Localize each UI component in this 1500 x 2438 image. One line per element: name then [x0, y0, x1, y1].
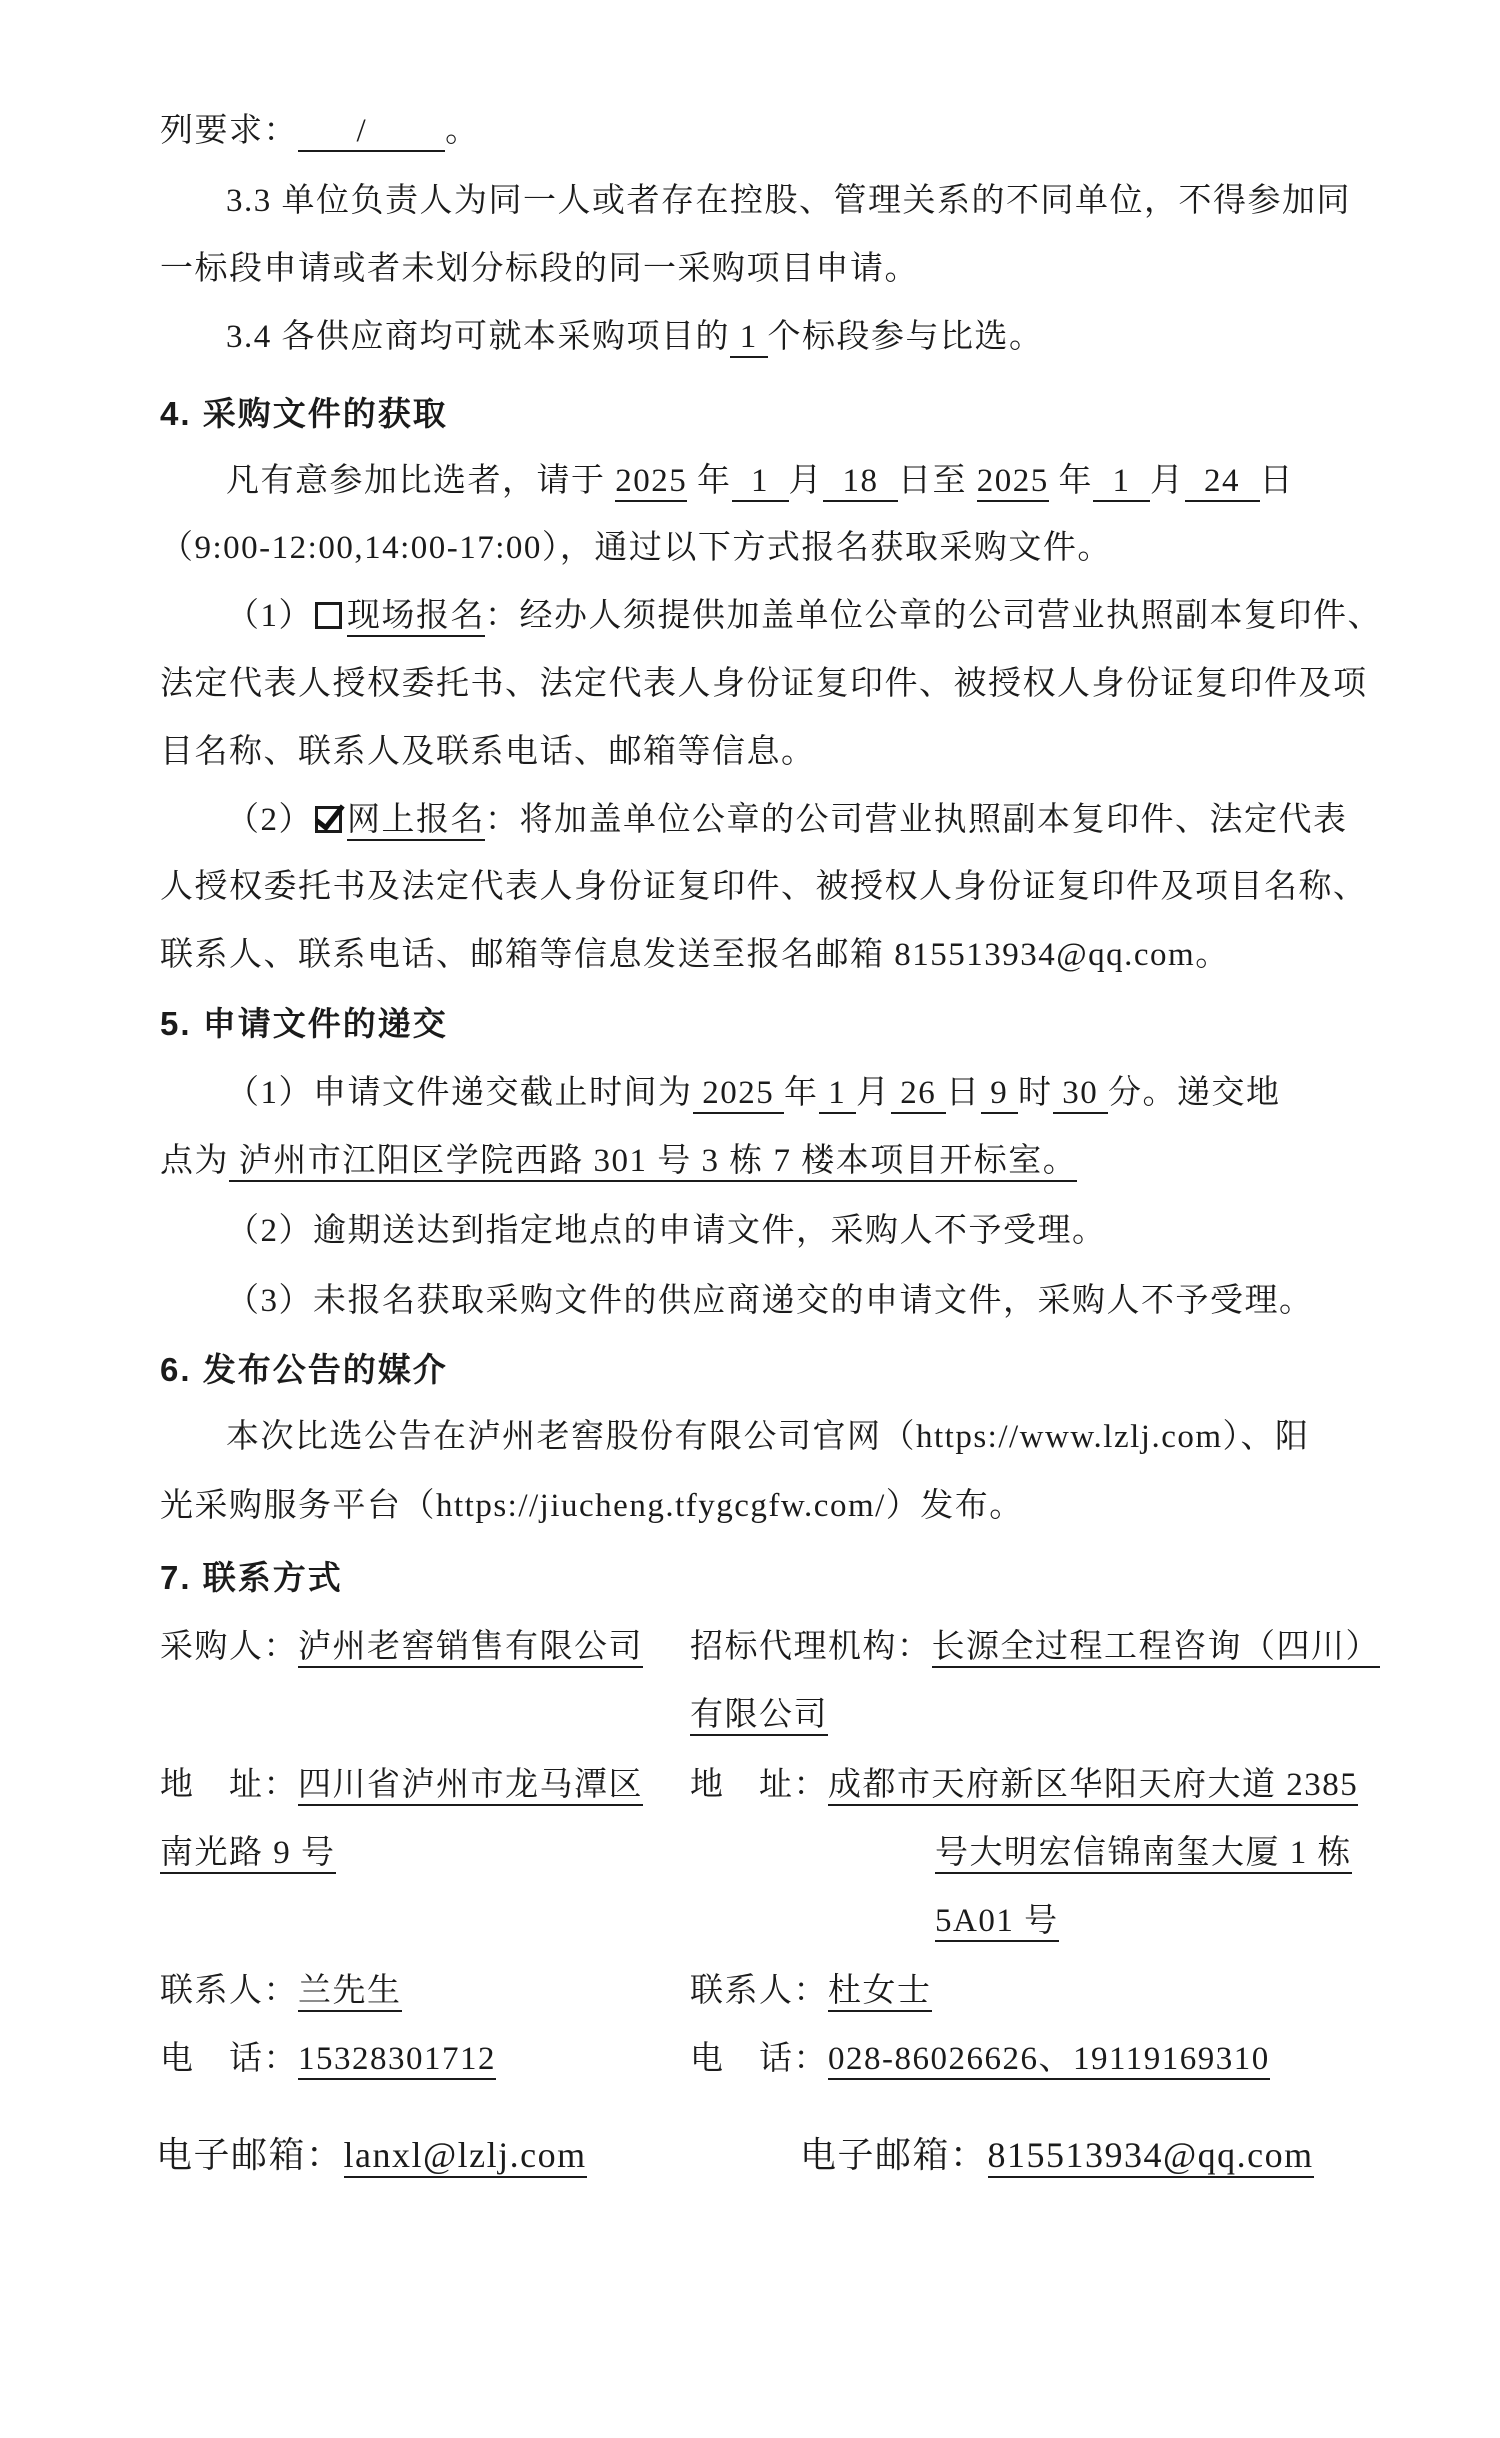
purchaser-name: [160, 1628, 643, 1668]
section-4-heading: [160, 394, 448, 434]
section-7-heading: [160, 1558, 343, 1598]
purchaser-contact: [160, 1972, 402, 2012]
announcement-media-line-2: [160, 1487, 1024, 1527]
agency-address-line-2: [935, 1834, 1352, 1874]
agency-email: [800, 2134, 1314, 2177]
purchaser-contact-value: 兰先生: [298, 1973, 402, 2012]
online-registration-line-2: [160, 868, 1368, 908]
online-registration-line-1: [226, 801, 1348, 841]
lot-count-value: 1: [730, 319, 768, 358]
text-segment: 时: [1018, 1075, 1053, 1111]
text-segment: ：经办人须提供加盖单位公章的公司营业执照副本复印件、: [485, 598, 1382, 634]
submission-address-value: 泸州市江阳区学院西路 301 号 3 栋 7 楼本项目开标室。: [229, 1143, 1077, 1182]
agency-address-value-2: 号大明宏信锦南玺大厦 1 栋: [935, 1835, 1352, 1874]
clause-5-2-line: [226, 1212, 1107, 1252]
text-segment: 地 址：: [160, 1767, 298, 1803]
text-segment: （2）: [226, 802, 313, 838]
onsite-registration-line-3: [160, 733, 816, 773]
text-segment: 日至: [898, 463, 977, 499]
agency-email-value: 815513934@qq.com: [988, 2135, 1314, 2178]
text-segment: 法定代表人授权委托书、法定代表人身份证复印件、被授权人身份证复印件及项: [160, 666, 1368, 702]
reg-start-year: 2025: [615, 463, 687, 502]
reg-end-day: 24: [1185, 463, 1260, 502]
text-segment: 3.4 各供应商均可就本采购项目的: [226, 319, 730, 355]
deadline-day: 26: [891, 1075, 947, 1114]
clause-3-3-line-2: [160, 250, 919, 290]
section-6-heading: [160, 1350, 448, 1390]
agency-phone-value: 028-86026626、19119169310: [828, 2041, 1270, 2080]
text-segment: 日: [946, 1075, 981, 1111]
agency-contact: [690, 1972, 932, 2012]
text-segment: 月: [788, 463, 823, 499]
agency-name-value-1: 长源全过程工程咨询（四川）: [932, 1629, 1381, 1668]
text-segment: 月: [856, 1075, 891, 1111]
text-segment: 4. 采购文件的获取: [160, 395, 448, 432]
requirements-blank-line: [160, 112, 480, 152]
text-segment: 电子邮箱：: [800, 2135, 988, 2175]
text-segment: 个标段参与比选。: [767, 319, 1044, 355]
text-segment: 点为: [160, 1143, 229, 1179]
text-segment: 联系人、联系电话、邮箱等信息发送至报名邮箱: [160, 937, 895, 973]
text-segment: 6. 发布公告的媒介: [160, 1351, 448, 1388]
purchaser-address-line-1: [160, 1766, 643, 1806]
reg-start-month: 1: [732, 463, 789, 502]
text-segment: 3.3 单位负责人为同一人或者存在控股、管理关系的不同单位，不得参加同: [226, 183, 1351, 219]
text-segment: 电 话：: [160, 2041, 298, 2077]
purchaser-address-value-2: 南光路 9 号: [160, 1835, 336, 1874]
text-segment: 采购人：: [160, 1629, 298, 1665]
text-segment: （3）未报名获取采购文件的供应商递交的申请文件，采购人不予受理。: [226, 1283, 1314, 1319]
purchaser-address-line-2: [160, 1834, 336, 1874]
reg-start-day: 18: [823, 463, 898, 502]
text-segment: 人授权委托书及法定代表人身份证复印件、被授权人身份证复印件及项目名称、: [160, 869, 1368, 905]
agency-name-line-2: [690, 1696, 828, 1736]
deadline-year: 2025: [693, 1075, 785, 1114]
agency-name-value-2: 有限公司: [690, 1697, 828, 1736]
text-segment: 。: [1195, 937, 1230, 973]
text-segment: 一标段申请或者未划分标段的同一采购项目申请。: [160, 251, 919, 287]
online-registration-label: 网上报名: [347, 802, 485, 841]
text-segment: 目名称、联系人及联系电话、邮箱等信息。: [160, 734, 816, 770]
text-segment: 招标代理机构：: [690, 1629, 932, 1665]
text-segment: 列要求：: [160, 113, 298, 149]
agency-address-line-3: [935, 1902, 1059, 1942]
text-segment: 本次比选公告在泸州老窖股份有限公司官网（https://www.lzlj.com）、阳: [226, 1419, 1310, 1455]
onsite-registration-label: 现场报名: [347, 598, 485, 637]
registration-email: 815513934@qq.com: [894, 937, 1196, 973]
agency-phone: [690, 2040, 1270, 2080]
text-segment: 分。递交地: [1108, 1075, 1281, 1111]
onsite-checkbox-unchecked-icon: [315, 602, 342, 629]
section-5-heading: [160, 1004, 448, 1044]
submission-deadline-line-1: [226, 1074, 1281, 1114]
clause-3-3-line-1: [226, 182, 1351, 222]
onsite-registration-line-2: [160, 665, 1368, 705]
text-segment: 年: [784, 1075, 819, 1111]
text-segment: （9:00-12:00,14:00-17:00），通过以下方式报名获取采购文件。: [160, 530, 1112, 566]
onsite-registration-line-1: [226, 597, 1382, 637]
text-segment: 电子邮箱：: [156, 2135, 344, 2175]
text-segment: 光采购服务平台（https://jiucheng.tfygcgfw.com/）发布。: [160, 1488, 1024, 1524]
deadline-minute: 30: [1053, 1075, 1109, 1114]
agency-address-value-3: 5A01 号: [935, 1903, 1059, 1942]
text-segment: ：将加盖单位公章的公司营业执照副本复印件、法定代表: [485, 802, 1348, 838]
agency-name-line-1: [690, 1628, 1380, 1668]
clause-3-4-line: [226, 318, 1044, 358]
registration-period-line-1: [226, 462, 1294, 502]
purchaser-address-value-1: 四川省泸州市龙马潭区: [298, 1767, 643, 1806]
reg-end-month: 1: [1093, 463, 1150, 502]
purchaser-email-value: lanxl@lzlj.com: [344, 2135, 587, 2178]
text-segment: （2）逾期送达到指定地点的申请文件，采购人不予受理。: [226, 1213, 1107, 1249]
deadline-hour: 9: [981, 1075, 1019, 1114]
submission-deadline-line-2: [160, 1142, 1077, 1182]
online-checkbox-checked-icon: [315, 806, 342, 833]
deadline-month: 1: [819, 1075, 857, 1114]
agency-address-line-1: [690, 1766, 1358, 1806]
purchaser-phone-value: 15328301712: [298, 2041, 496, 2080]
text-segment: 7. 联系方式: [160, 1559, 343, 1596]
text-segment: 。: [445, 113, 480, 149]
text-segment: 电 话：: [690, 2041, 828, 2077]
text-segment: 凡有意参加比选者，请于: [226, 463, 616, 499]
agency-contact-value: 杜女士: [828, 1973, 932, 2012]
agency-address-value-1: 成都市天府新区华阳天府大道 2385: [828, 1767, 1358, 1806]
text-segment: 月: [1150, 463, 1185, 499]
text-segment: 联系人：: [160, 1973, 298, 2009]
purchaser-phone: [160, 2040, 496, 2080]
text-segment: 日: [1259, 463, 1294, 499]
text-segment: （1）: [226, 598, 313, 634]
reg-end-year: 2025: [977, 463, 1049, 502]
online-registration-line-3: [160, 936, 1230, 976]
text-segment: 5. 申请文件的递交: [160, 1005, 448, 1042]
purchaser-name-value: 泸州老窖销售有限公司: [298, 1629, 643, 1668]
fill-in-blank: /: [298, 113, 445, 152]
text-segment: 联系人：: [690, 1973, 828, 2009]
text-segment: （1）申请文件递交截止时间为: [226, 1075, 693, 1111]
text-segment: 年: [1048, 463, 1093, 499]
text-segment: 年: [687, 463, 732, 499]
text-segment: 地 址：: [690, 1767, 828, 1803]
registration-period-line-2: [160, 529, 1112, 569]
announcement-media-line-1: [226, 1418, 1310, 1458]
clause-5-3-line: [226, 1282, 1314, 1322]
purchaser-email: [156, 2134, 587, 2177]
